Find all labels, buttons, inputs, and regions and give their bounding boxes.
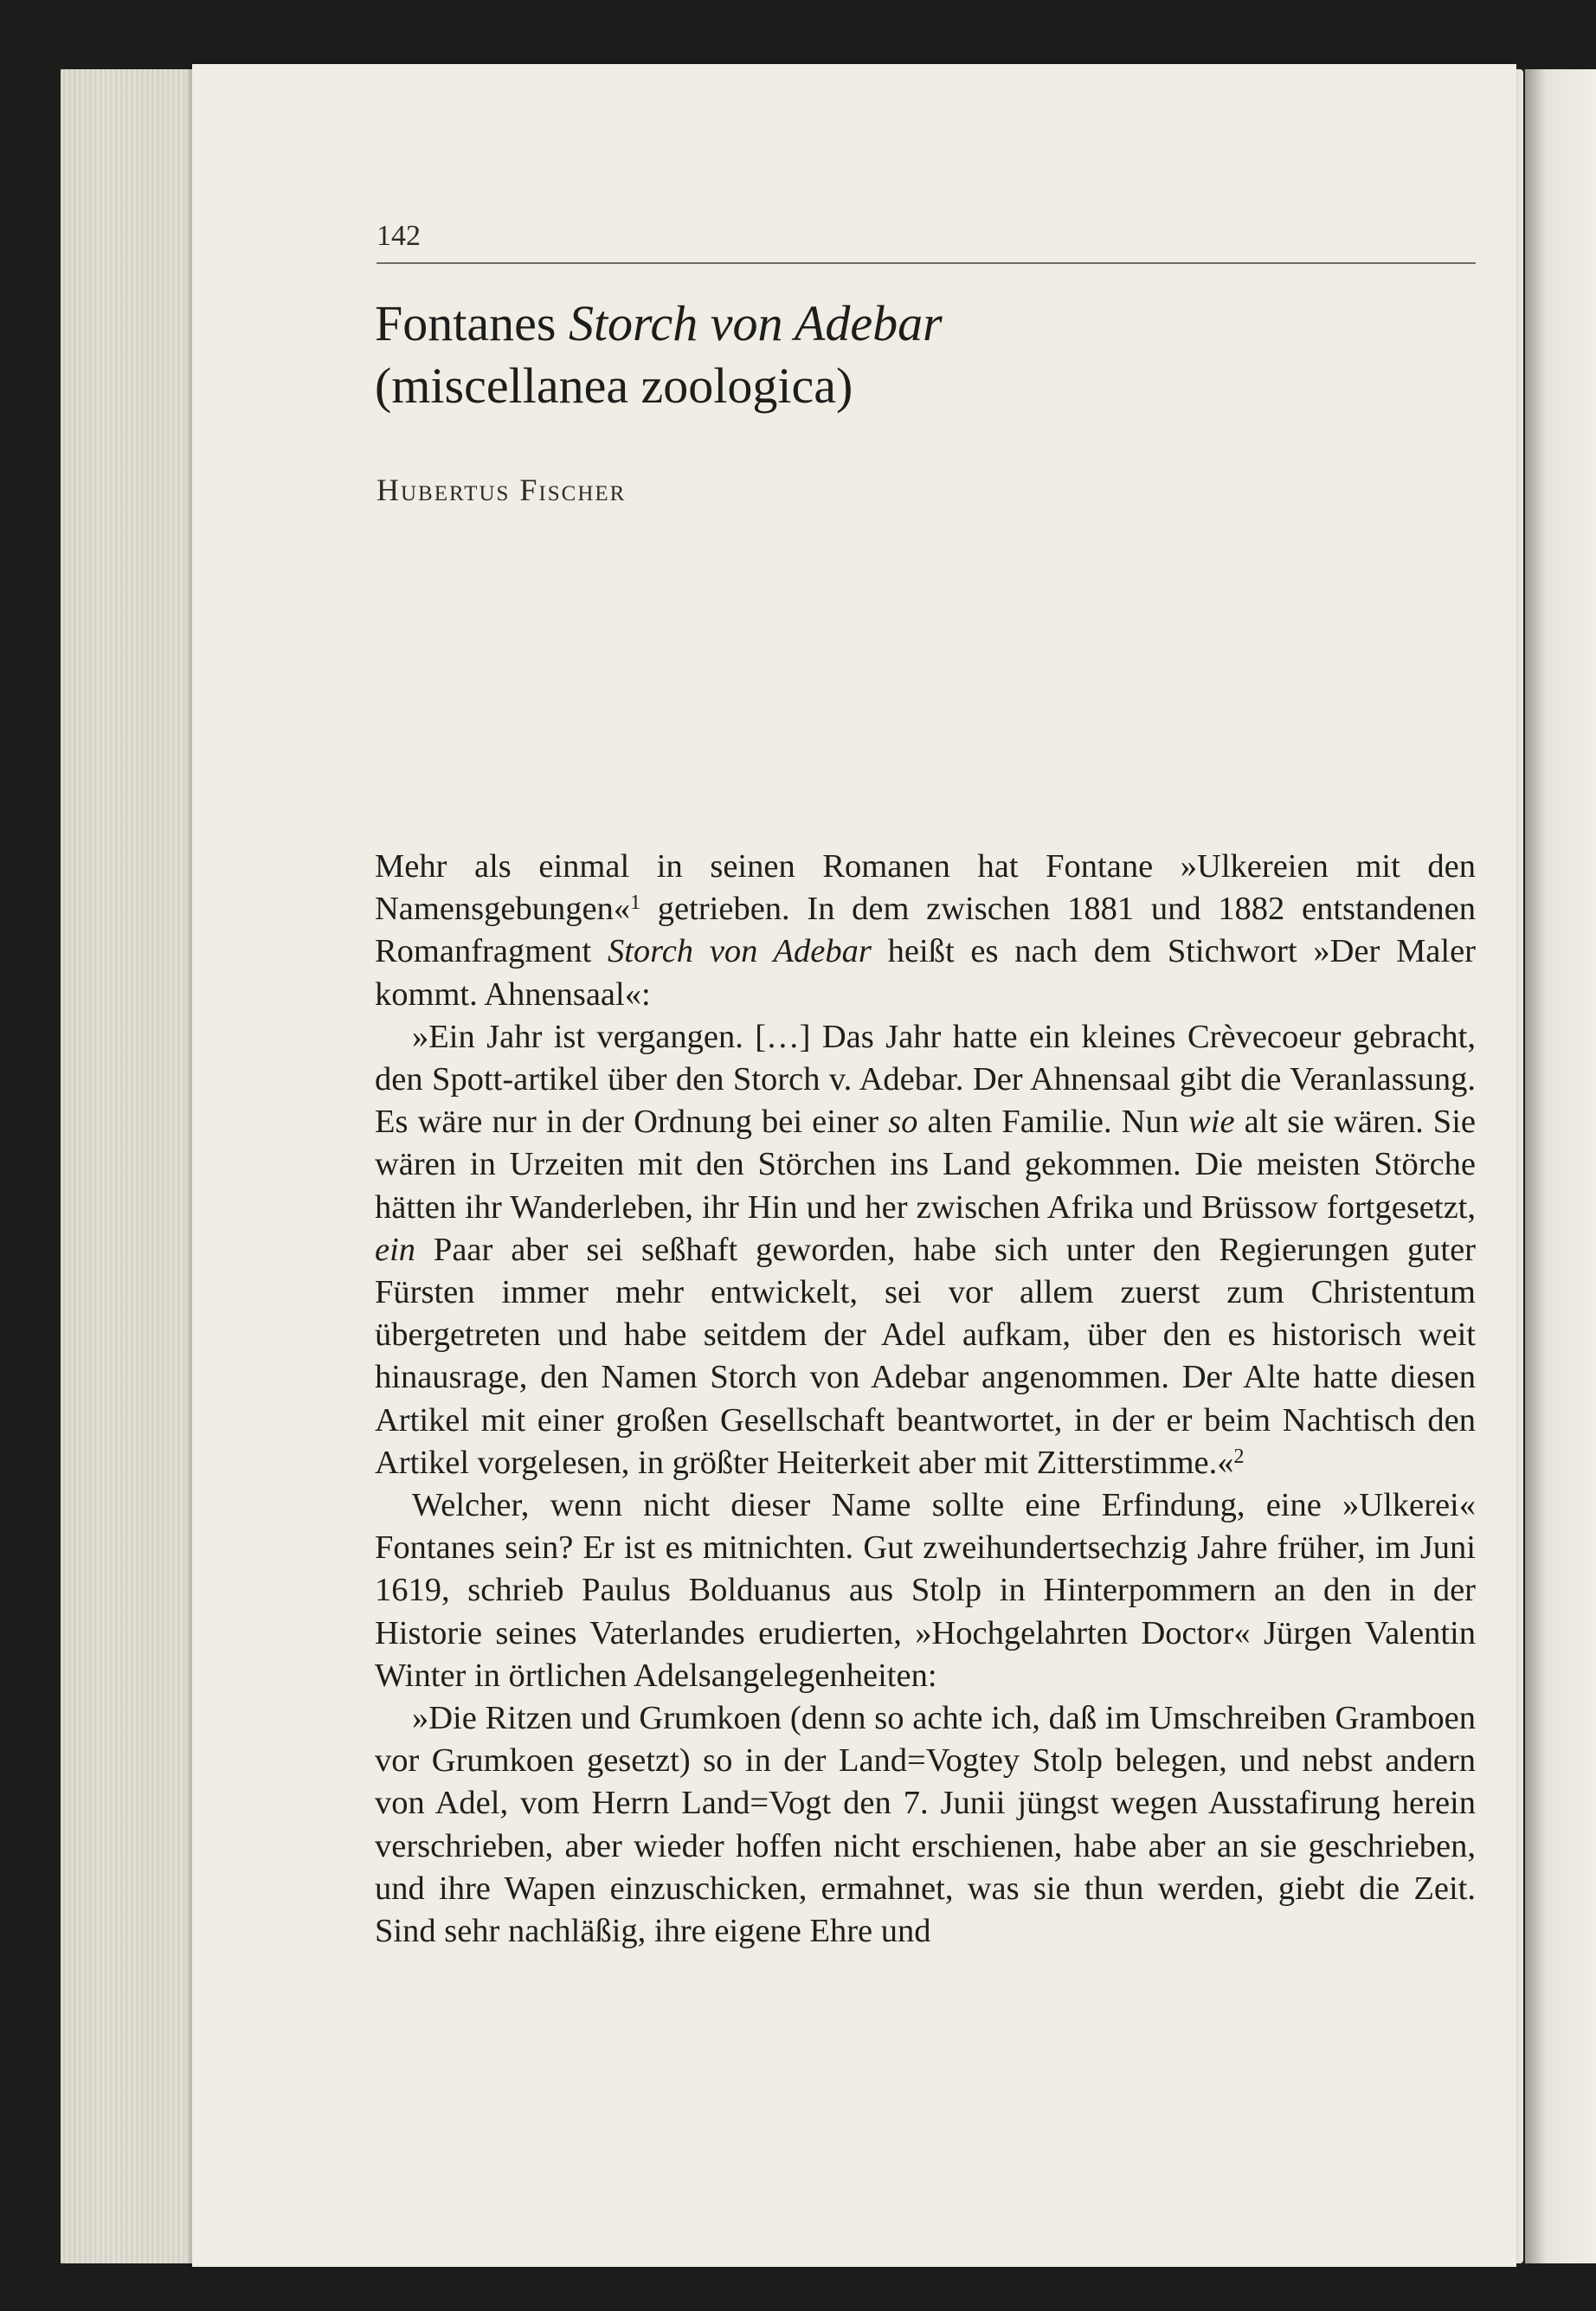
footnote-marker-1: 1 <box>630 892 641 915</box>
paragraph-1 <box>375 846 1476 1016</box>
italic-run: wie <box>1188 1104 1235 1141</box>
text-run: heißt es nach dem Stichwort »Der Maler kommt. Ahnensaal«: <box>375 933 1476 1013</box>
page-edges-left <box>61 69 208 2263</box>
article-author: Hubertus Fischer <box>376 473 627 507</box>
text-run: alten Familie. Nun <box>917 1104 1189 1141</box>
page-number: 142 <box>376 220 421 252</box>
text-run: getrieben. In dem zwischen 1881 und 1882 entstandenen Romanfragment <box>375 891 1476 970</box>
page-edges-right <box>1525 69 1596 2263</box>
text-run: Paar aber sei seßhaft geworden, habe sich unter den Regierungen guter Fürsten immer mehr entwickelt, sei vor allem zuerst zum Christentum übergetreten und habe seitdem der Adel aufkam, über den es historisch weit hinausrage, den Namen Storch von Adebar angenommen. Der Alte hatte diesen Artikel mit einer großen Gesellschaft beantwortet, in der er beim Nachtisch den Artikel vorgelesen, in größter Heiterkeit aber mit Zitterstimme.« <box>375 1231 1476 1481</box>
quotation-2: »Die Ritzen und Grumkoen (denn so achte ich, daß im Umschreiben Gramboen vor Grumkoen gesetzt) so in der Land=Vogtey Stolp belegen, und nebst andern von Adel, vom Herrn Land=Vogt den 7. Junii jüngst wegen Ausstafirung herein verschrieben, aber wieder hoffen nicht erschienen, habe aber an sie geschrieben, und ihre Wapen einzuschicken, ermahnet, was sie thun werden, giebt die Zeit. Sind sehr nachläßig, ihre eigene Ehre und <box>375 1700 1476 1950</box>
quotation-1 <box>375 1016 1476 1484</box>
text-run: alt sie wären. Sie wären in Urzeiten mit den Störchen ins Land gekommen. Die meisten Störche hätten ihr Wanderleben, ihr Hin und her zwischen Afrika und Brüssow fortgesetzt, <box>375 1104 1476 1226</box>
header-rule <box>376 262 1476 264</box>
italic-run: ein <box>375 1231 416 1268</box>
italic-run: so <box>888 1104 918 1141</box>
text-run: Mehr als einmal in seinen Romanen hat Fontane »Ulkereien mit den Namensgebungen« <box>375 848 1476 928</box>
article-body <box>375 846 1476 1953</box>
paragraph-2: Welcher, wenn nicht dieser Name sollte eine Erfindung, eine »Ulkerei« Fontanes sein? Er ist es mitnichten. Gut zweihundertsechzig Jahre früher, im Juni 1619, schrieb Paulus Bolduanus aus Stolp in Hinterpommern an den in der Historie seines Vaterlandes erudierten, »Hochgelahrten Doctor« Jürgen Valentin Winter in örtlichen Adelsangelegenheiten: <box>375 1487 1476 1694</box>
title-subtitle: (miscellanea zoologica) <box>375 357 853 414</box>
text-run: »Ein Jahr ist vergangen. […] Das Jahr hatte ein kleines Crèvecoeur gebracht, den Spott-artikel über den Storch v. Adebar. Der Ahnensaal gibt die Veranlassung. Es wäre nur in der Ordnung bei einer <box>375 1018 1476 1141</box>
article-title <box>375 293 1413 417</box>
footnote-marker-2: 2 <box>1233 1445 1245 1468</box>
title-italic: Storch von Adebar <box>568 295 943 351</box>
italic-run: Storch von Adebar <box>607 933 872 970</box>
title-plain: Fontanes <box>375 295 569 351</box>
